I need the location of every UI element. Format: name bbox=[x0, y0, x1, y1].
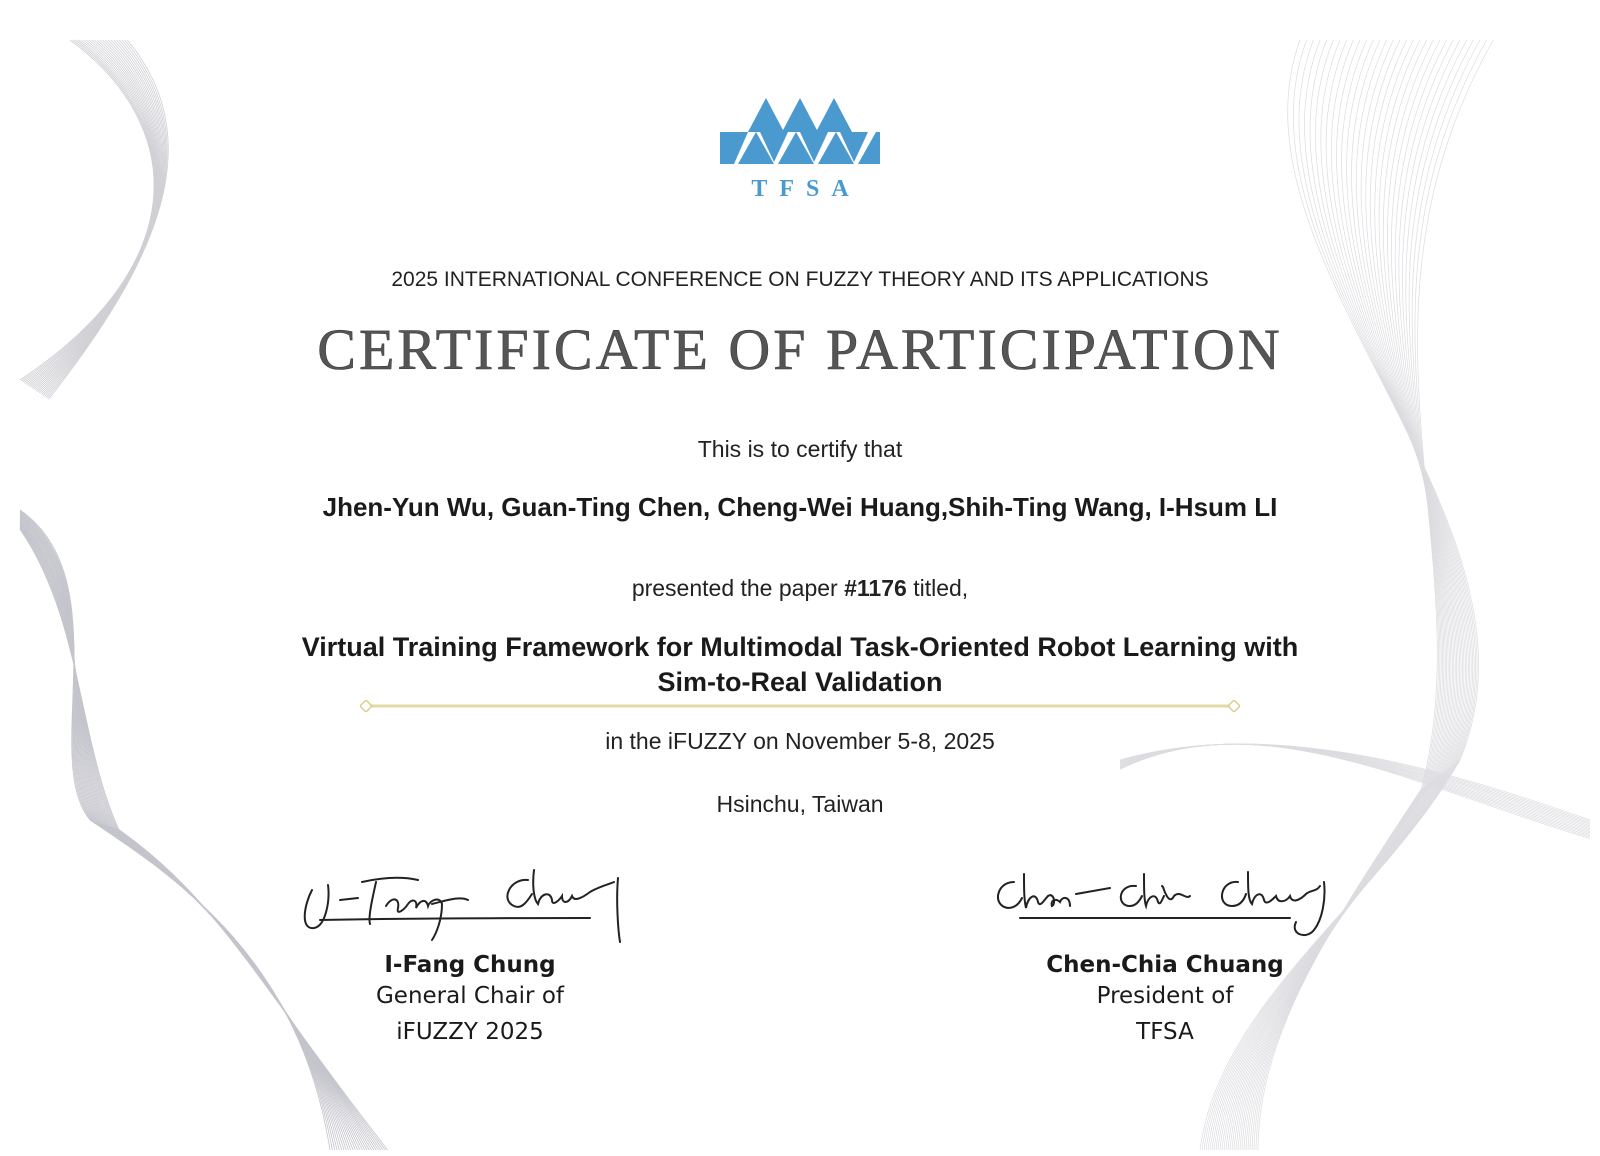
presented-suffix: titled, bbox=[913, 575, 969, 601]
tfsa-logo bbox=[720, 92, 880, 212]
signatory-name: I-Fang Chung bbox=[384, 952, 556, 978]
tfsa-logo-mark-icon bbox=[720, 92, 880, 172]
presented-prefix: presented the paper bbox=[631, 575, 838, 601]
signatory-role-line-1: President of bbox=[1096, 983, 1234, 1009]
tfsa-logo-text: TFSA bbox=[751, 176, 861, 202]
certificate-title: CERTIFICATE OF PARTICIPATION bbox=[317, 317, 1283, 382]
location: Hsinchu, Taiwan bbox=[716, 791, 884, 817]
signatory-role-line-2: TFSA bbox=[1136, 1019, 1194, 1045]
signature-block-president bbox=[990, 860, 1340, 1050]
ornamental-divider bbox=[360, 700, 1240, 712]
paper-number: #1176 bbox=[844, 575, 907, 601]
venue-date: in the iFUZZY on November 5-8, 2025 bbox=[605, 728, 995, 754]
signatory-role-line-2: iFUZZY 2025 bbox=[396, 1019, 544, 1045]
signature-block-general-chair bbox=[300, 860, 640, 1050]
presented-line bbox=[0, 575, 1600, 602]
signatory-role-line-1: General Chair of bbox=[375, 983, 564, 1009]
handwritten-signature bbox=[990, 860, 1340, 950]
paper-title-line-2: Sim-to-Real Validation bbox=[657, 667, 943, 697]
paper-title bbox=[0, 630, 1600, 700]
conference-name: 2025 INTERNATIONAL CONFERENCE ON FUZZY THEORY AND ITS APPLICATIONS bbox=[391, 268, 1209, 291]
author-names: Jhen-Yun Wu, Guan-Ting Chen, Cheng-Wei Huang,Shih-Ting Wang, I-Hsum LI bbox=[322, 492, 1278, 522]
certify-text: This is to certify that bbox=[697, 436, 903, 462]
handwritten-signature bbox=[300, 860, 640, 950]
signatory-name: Chen-Chia Chuang bbox=[1046, 952, 1284, 978]
paper-title-line-1: Virtual Training Framework for Multimodal Task-Oriented Robot Learning with bbox=[301, 632, 1299, 662]
